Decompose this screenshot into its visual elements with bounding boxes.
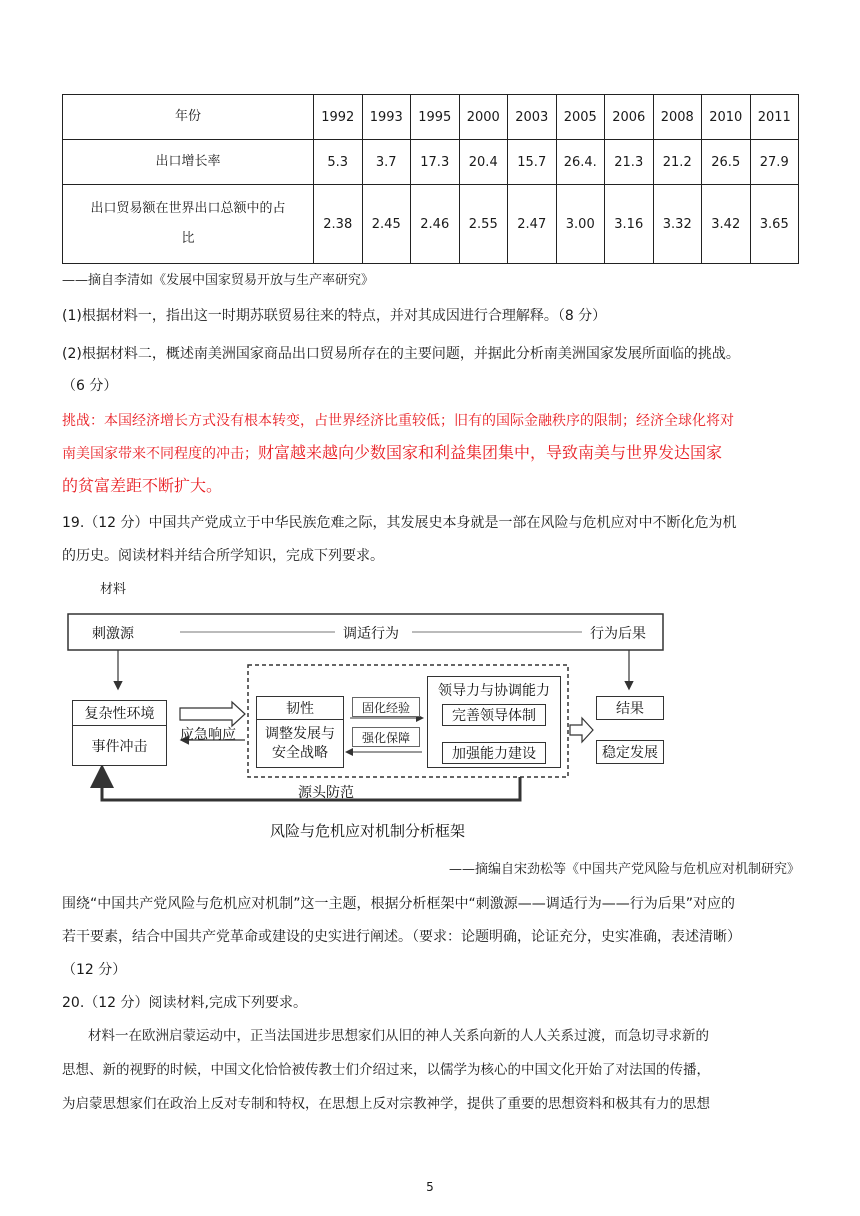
year-cell: 2000 — [459, 95, 508, 140]
label-emergency: 应急响应 — [180, 727, 236, 743]
box-result: 结果 — [596, 696, 664, 720]
answer-line2b: 财富越来越向少数国家和利益集团集中，导致南美与世界发达国家 — [258, 443, 723, 462]
box-leadership: 领导力与协调能力 — [427, 676, 561, 768]
table-row-share — [63, 185, 799, 264]
value-cell: 20.4 — [459, 140, 508, 185]
question-19-line1: 19.（12 分）中国共产党成立于中华民族危难之际，其发展史本身就是一部在风险与危机应对中不断化危为机 — [62, 515, 737, 531]
table-header-label: 年份 — [63, 95, 314, 140]
task-line3: （12 分） — [62, 962, 127, 978]
value-cell: 3.42 — [702, 185, 751, 264]
material1-line3: 为启蒙思想家们在政治上反对专制和特权，在思想上反对宗教神学，提供了重要的思想资料和极其有力的思想 — [62, 1096, 710, 1112]
value-cell: 3.32 — [653, 185, 702, 264]
year-cell: 2003 — [508, 95, 557, 140]
year-cell: 2008 — [653, 95, 702, 140]
page-number: 5 — [426, 1180, 434, 1194]
answer-line2a: 南美国家带来不同程度的冲击； — [62, 446, 258, 462]
output-arrow — [570, 718, 593, 742]
export-data-table — [62, 94, 799, 264]
year-cell: 1995 — [411, 95, 460, 140]
value-cell: 2.47 — [508, 185, 557, 264]
source-citation-1: ——摘自李清如《发展中国家贸易开放与生产率研究》 — [62, 273, 375, 288]
box-adjust-strategy — [256, 720, 344, 768]
question-20: 20.（12 分）阅读材料,完成下列要求。 — [62, 995, 307, 1011]
box-capacity-building: 加强能力建设 — [442, 742, 546, 764]
table-row-growth — [63, 140, 799, 185]
value-cell: 21.3 — [605, 140, 654, 185]
value-cell: 5.3 — [314, 140, 363, 185]
material-label: 材料 — [100, 582, 127, 597]
value-cell: 17.3 — [411, 140, 460, 185]
value-cell: 27.9 — [750, 140, 799, 185]
row-label-line2: 比 — [181, 231, 195, 246]
label-source-prevent: 源头防范 — [298, 785, 354, 801]
box-stable-development: 稳定发展 — [596, 740, 664, 764]
value-cell: 26.5 — [702, 140, 751, 185]
dashed-container — [248, 665, 568, 777]
row-label — [63, 185, 314, 264]
label-adjust-behavior: 调适行为 — [343, 626, 399, 642]
adjust-line2: 安全战略 — [272, 744, 328, 761]
year-cell: 2011 — [750, 95, 799, 140]
material1-line2: 思想、新的视野的时候，中国文化恰恰被传教士们介绍过来，以儒学为核心的中国文化开始了对法国的传播， — [62, 1062, 710, 1078]
value-cell: 2.38 — [314, 185, 363, 264]
year-cell: 1992 — [314, 95, 363, 140]
year-cell: 2005 — [556, 95, 605, 140]
value-cell: 2.45 — [362, 185, 411, 264]
value-cell: 26.4. — [556, 140, 605, 185]
source-citation-2: ——摘编自宋劲松等《中国共产党风险与危机应对机制研究》 — [448, 862, 800, 877]
value-cell: 2.55 — [459, 185, 508, 264]
value-cell: 3.7 — [362, 140, 411, 185]
box-strengthen: 强化保障 — [352, 727, 420, 747]
emergency-arrow — [180, 702, 245, 726]
answer-line1: 挑战：本国经济增长方式没有根本转变，占世界经济比重较低；旧有的国际金融秩序的限制；经济全球化将对 — [62, 413, 734, 429]
value-cell: 3.16 — [605, 185, 654, 264]
box-resilience: 韧性 — [256, 696, 344, 720]
task-line2: 若干要素，结合中国共产党革命或建设的史实进行阐述。（要求：论题明确，论证充分，史实准确，表述清晰） — [62, 929, 741, 945]
answer-line3: 的贫富差距不断扩大。 — [62, 476, 223, 495]
label-consequence: 行为后果 — [590, 626, 646, 642]
box-complex-env: 复杂性环境 — [72, 700, 167, 726]
material1-line1: 材料一在欧洲启蒙运动中，正当法国进步思想家们从旧的神人关系向新的人人关系过渡，而急切寻求新的 — [88, 1028, 709, 1044]
question-2-line1: (2)根据材料二，概述南美洲国家商品出口贸易所存在的主要问题，并据此分析南美洲国家发展所面临的挑战。 — [62, 346, 740, 362]
box-improve-leadership: 完善领导体制 — [442, 704, 546, 726]
value-cell: 3.00 — [556, 185, 605, 264]
row-label: 出口增长率 — [63, 140, 314, 185]
question-1: (1)根据材料一，指出这一时期苏联贸易往来的特点，并对其成因进行合理解释。（8 分） — [62, 308, 607, 324]
box-event-impact: 事件冲击 — [72, 726, 167, 766]
table-row-years — [63, 95, 799, 140]
adjust-line1: 调整发展与 — [265, 725, 335, 742]
question-2-line2: （6 分） — [62, 378, 118, 394]
year-cell: 1993 — [362, 95, 411, 140]
label-stimulus: 刺激源 — [92, 626, 134, 642]
diagram-caption: 风险与危机应对机制分析框架 — [270, 822, 466, 840]
box-solidify: 固化经验 — [352, 697, 420, 717]
answer-line2 — [62, 443, 802, 464]
value-cell: 2.46 — [411, 185, 460, 264]
year-cell: 2006 — [605, 95, 654, 140]
value-cell: 21.2 — [653, 140, 702, 185]
task-line1: 围绕“中国共产党风险与危机应对机制”这一主题，根据分析框架中“刺激源——调适行为——行为后果”对应的 — [62, 896, 736, 912]
source-prevent-loop — [102, 770, 520, 800]
question-19-line2: 的历史。阅读材料并结合所学知识，完成下列要求。 — [62, 548, 384, 564]
row-label-line1: 出口贸易额在世界出口总额中的占 — [90, 201, 286, 216]
top-flow-box — [68, 614, 663, 650]
year-cell: 2010 — [702, 95, 751, 140]
value-cell: 3.65 — [750, 185, 799, 264]
value-cell: 15.7 — [508, 140, 557, 185]
